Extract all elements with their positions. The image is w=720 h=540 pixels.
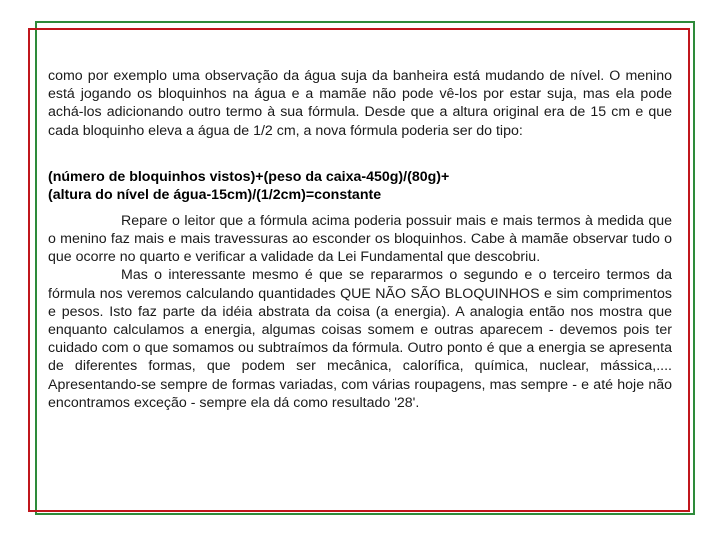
intro-paragraph: como por exemplo uma observação da água suja da banheira está mudando de nível. O menino está jogando os bloquinhos na água e a mamãe não pode vê-los por estar suja, mas ela pode achá-los adicionando outro termo à sua fórmula. Desde que a altura original era de 15 cm e que cada bloquinho eleva a água de 1/2 cm, a nova fórmula poderia ser do tipo: <box>48 68 672 139</box>
repare-paragraph: Repare o leitor que a fórmula acima poderia possuir mais e mais termos à medida que o menino faz mais e mais travessuras ao esconder os bloquinhos. Cabe à mamãe observar tudo o que ocorre no quarto e verificar a validade da Lei Fundamental que descobriu. <box>48 212 672 266</box>
spacer <box>48 205 672 212</box>
interessante-paragraph: Mas o interessante mesmo é que se repararmos o segundo e o terceiro termos da fórmula nos veremos calculando quantidades QUE NÃO SÃO BLOQUINHOS e sim comprimentos e pesos. Isto faz parte da idéia abstrata da coisa (a energia). A analogia então nos mostra que enquanto calculamos a energia, algumas coisas somem e outras aparecem - devemos pois ter cuidado com o que somamos ou subtraímos da fórmula. Outro ponto é que a energia se apresenta de diferentes formas, que podem ser mecânica, calorífica, química, nuclear, mássica,.... Apresentando-se sempre de formas variadas, com várias roupagens, mas sempre - e até hoje não encontramos exceção - sempre ela dá como resultado '28'. <box>48 267 672 411</box>
formula-line-1: (número de bloquinhos vistos)+(peso da caixa-450g)/(80g)+ <box>48 168 450 185</box>
text-content <box>48 67 672 412</box>
spacer <box>48 140 672 168</box>
formula-line-2: (altura do nível de água-15cm)/(1/2cm)=constante <box>48 187 382 204</box>
